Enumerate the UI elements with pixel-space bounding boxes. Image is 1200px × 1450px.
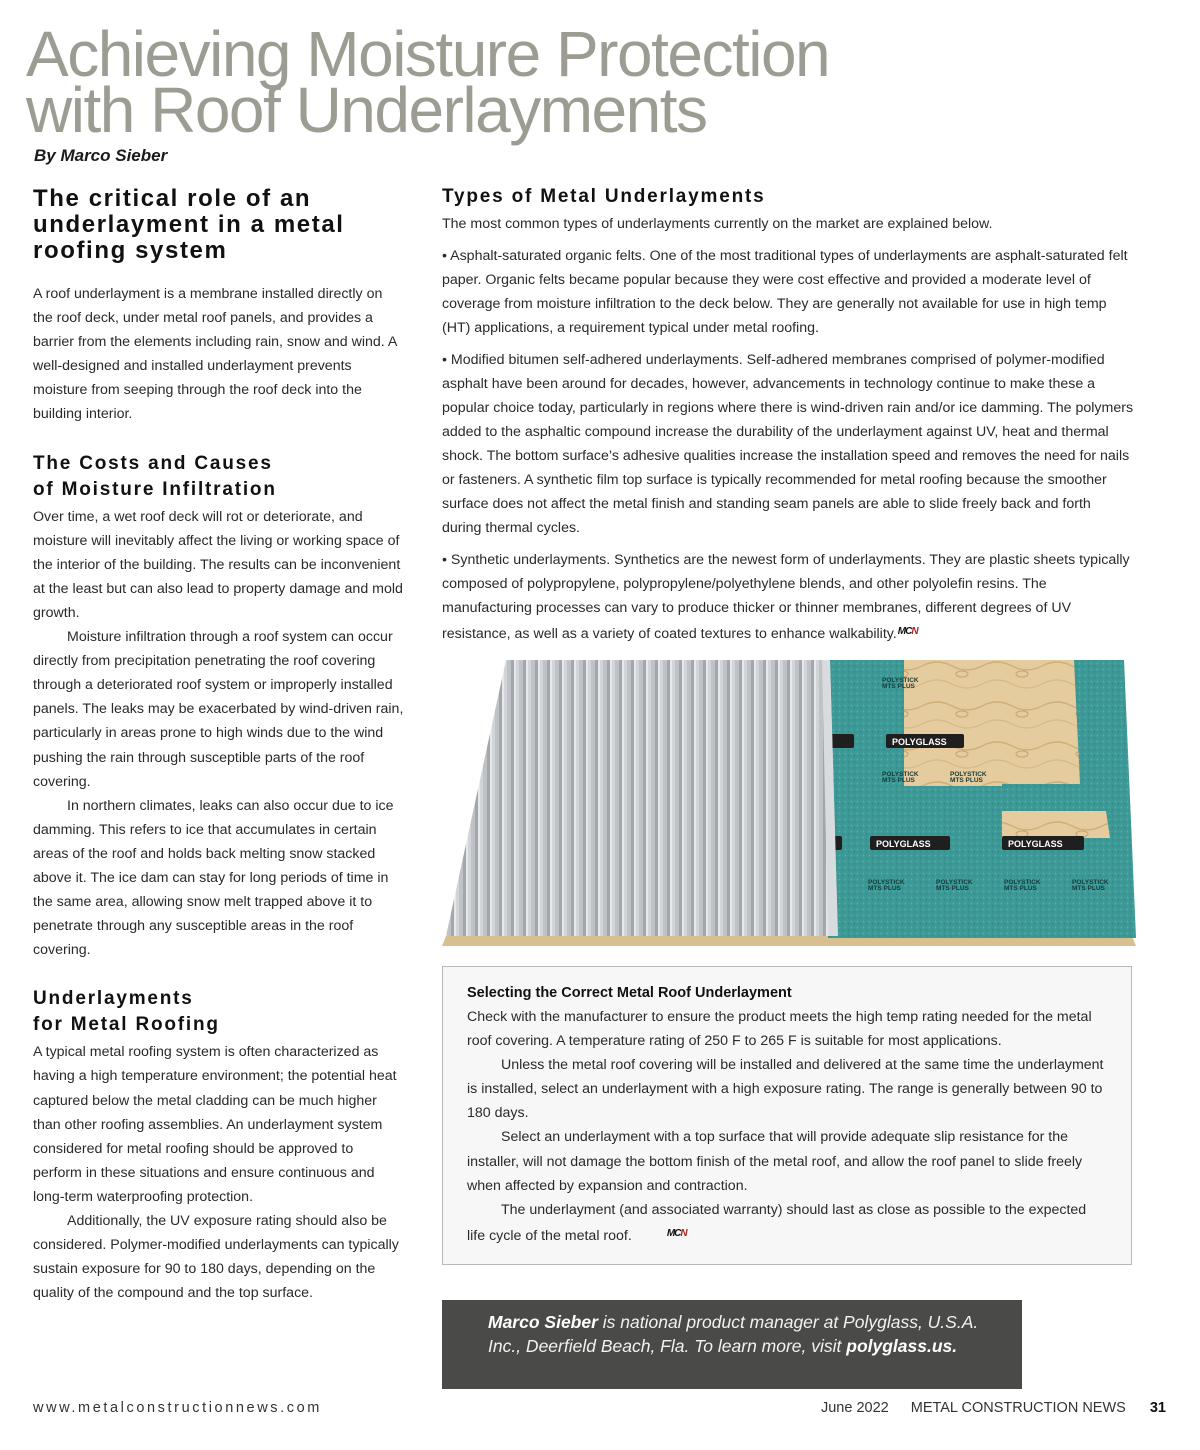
sidebar-text: The underlayment (and associated warranty) should last as close as possible to the expected life cycle of the metal roof.	[467, 1201, 1087, 1244]
heading-line: of Moisture Infiltration	[33, 478, 277, 500]
product-label: MTS PLUS	[936, 885, 969, 892]
product-label: POLYSTICK	[1072, 879, 1109, 886]
article-title	[26, 18, 926, 146]
website-link[interactable]: polyglass.us.	[846, 1336, 958, 1356]
title-line-2: with Roof Underlayments	[26, 74, 707, 146]
sidebar-heading: Selecting the Correct Metal Roof Underlayment	[467, 985, 792, 1001]
sidebar-paragraph: Select an underlayment with a top surface that will provide adequate slip resistance for the installer, will not damage the bottom finish of the metal roof, and allow the roof panel to slide freely when affected by expansion and contraction.	[467, 1129, 1083, 1194]
sidebar-paragraph	[467, 1198, 1107, 1248]
footer-url[interactable]: www.metalconstructionnews.com	[33, 1400, 322, 1416]
issue-date: June 2022	[820, 1400, 889, 1416]
metal-roof-panels	[446, 660, 838, 936]
right-column	[442, 184, 1134, 654]
paragraph: Moisture infiltration through a roof system can occur directly from precipitation penetrating the roof covering through a deteriorated roof system or improperly installed panels. The leaks may be exacerbated by wind-driven rain, particularly in areas prone to high winds due to the wind pushing the rain through susceptible parts of the roof covering.	[33, 629, 404, 790]
paragraph: A roof underlayment is a membrane installed directly on the roof deck, under metal roof panels, and provides a barrier from the elements including rain, snow and wind. A well-designed and installed underlayment prevents moisture from seeping through the roof deck into the building interior.	[33, 286, 397, 423]
product-label: MTS PLUS	[1004, 885, 1037, 892]
intro-paragraph: The most common types of underlayments currently on the market are explained below.	[442, 216, 993, 232]
product-label: MTS PLUS	[882, 683, 915, 690]
brand-label: POLYGLASS	[1008, 839, 1063, 849]
page-number: 31	[1149, 1400, 1166, 1416]
product-label: MTS PLUS	[1072, 885, 1105, 892]
bullet-paragraph	[442, 548, 1134, 646]
section-heading-types: Types of Metal Underlayments	[442, 186, 766, 207]
section-heading-underlayments	[33, 986, 405, 1038]
product-label: POLYSTICK	[950, 771, 987, 778]
end-mark-icon: MCN	[666, 1227, 687, 1239]
product-label: POLYSTICK	[882, 677, 919, 684]
heading-line: Underlayments	[33, 988, 194, 1010]
byline: By Marco Sieber	[34, 146, 168, 165]
section-heading-costs	[33, 451, 405, 503]
left-column	[33, 186, 405, 1305]
section-heading-critical-role: The critical role of an underlayment in a metal roofing system	[33, 185, 345, 264]
product-label: MTS PLUS	[868, 885, 901, 892]
roof-illustration-svg	[442, 656, 1136, 946]
paragraph: Additionally, the UV exposure rating should also be considered. Polymer-modified underlayments can typically sustain exposure for 90 to 180 days, depending on the quality of the compound and the top surface.	[33, 1213, 399, 1302]
product-label: POLYSTICK	[1004, 879, 1041, 886]
product-label: POLYSTICK	[882, 771, 919, 778]
magazine-name: METAL CONSTRUCTION NEWS	[910, 1400, 1126, 1416]
sidebar-box	[442, 966, 1132, 1265]
bullet-paragraph: • Asphalt-saturated organic felts. One of the most traditional types of underlayments are asphalt-saturated felt paper. Organic felts became popular because they were cost effective and provided a moderate level of coverage from moisture infiltration to the deck below. They are generally not available for use in high temp (HT) applications, a requirement typical under metal roofing.	[442, 248, 1128, 336]
sidebar-paragraph: Check with the manufacturer to ensure the product meets the high temp rating needed for the metal roof covering. A temperature rating of 250 F to 265 F is suitable for most applications.	[467, 1009, 1092, 1050]
product-label: POLYSTICK	[936, 879, 973, 886]
bullet-paragraph: • Modified bitumen self-adhered underlayments. Self-adhered membranes comprised of polymer-modified asphalt have been around for decades, however, advancements in technology continue to make these a popular choice today, particularly in regions where there is wind-driven rain and/or ice damming. The polymers added to the asphaltic compound increase the durability of the underlayment against UV, heat and thermal shock. The bottom surface’s adhesive qualities increase the installation speed and removes the need for nails or fasteners. A synthetic film top surface is typically recommended for metal roofing because the smoother surface does not affect the metal finish and standing seam panels are able to slide freely back and forth during thermal cycles.	[442, 352, 1134, 536]
paragraph: In northern climates, leaks can also occur due to ice damming. This refers to ice that accumulates in certain areas of the roof and holds back melting snow stacked above it. The ice dam can stay for long periods of time in the same area, allowing snow melt trapped above it to penetrate through any susceptible areas in the roof covering.	[33, 797, 394, 959]
end-mark-icon: MCN	[897, 626, 918, 637]
heading-line: for Metal Roofing	[33, 1014, 220, 1036]
brand-label: POLYGLASS	[876, 839, 931, 849]
author-bio	[442, 1300, 1022, 1389]
bio-text: is national product manager at Polyglass, U.S.A. Inc., Deerfield Beach, Fla. To learn more, visit	[488, 1312, 979, 1356]
paragraph: Over time, a wet roof deck will rot or deteriorate, and moisture will inevitably affect the living or working space of the interior of the building. The results can be inconvenient at the least but can also lead to property damage and mold growth.	[33, 508, 403, 621]
product-label: POLYSTICK	[868, 879, 905, 886]
sidebar-paragraph: Unless the metal roof covering will be installed and delivered at the same time the underlayment is installed, select an underlayment with a high exposure rating. The range is generally between 90 to 180 days.	[467, 1057, 1104, 1122]
brand-label: POLYGLASS	[892, 737, 947, 747]
product-label: MTS PLUS	[882, 777, 915, 784]
product-label: MTS PLUS	[950, 777, 983, 784]
author-name: Marco Sieber	[488, 1312, 598, 1332]
footer-info	[821, 1400, 1166, 1416]
roof-underlayment-illustration	[442, 656, 1136, 946]
heading-line: The Costs and Causes	[33, 452, 273, 474]
bullet-text: • Synthetic underlayments. Synthetics are the newest form of underlayments. They are plastic sheets typically composed of polypropylene, polypropylene/polyethylene blends, and other polyolefin resins. The manufacturing processes can vary to produce thicker or thinner membranes, different degrees of UV resistance, as well as a variety of coated textures to enhance walkability.	[442, 552, 1130, 642]
paragraph: A typical metal roofing system is often characterized as having a high temperature environment; the potential heat captured below the metal cladding can be much higher than other roofing assemblies. An underlayment system considered for metal roofing should be approved to perform in these situations and ensure continuous and long-term waterproofing protection.	[33, 1044, 397, 1205]
title-line-1: Achieving Moisture Protection	[26, 18, 830, 90]
